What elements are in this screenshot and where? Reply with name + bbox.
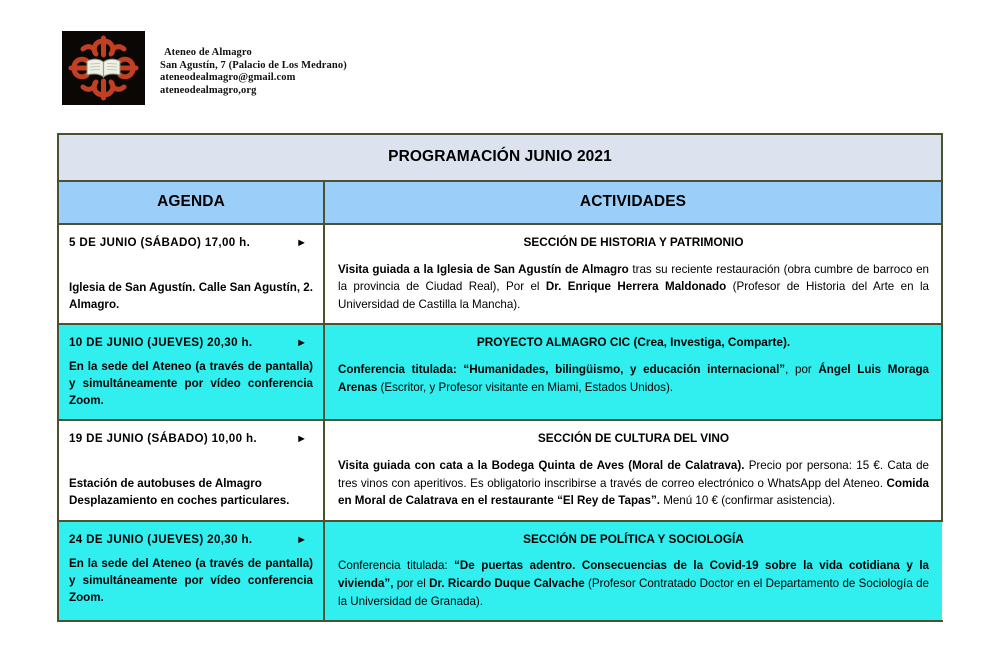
ateneo-emblem-icon [62, 31, 145, 105]
agenda-place-text: En la sede del Ateneo (a través de pantalla) y simultáneamente por vídeo conferencia Zoom. [69, 360, 313, 408]
activity-cell [324, 521, 942, 621]
agenda-place-text: Iglesia de San Agustín. Calle San Agustín, 2. Almagro. [69, 281, 313, 311]
activity-description [338, 361, 929, 396]
agenda-place-text: Estación de autobuses de Almagro Desplazamiento en coches particulares. [69, 477, 290, 508]
activity-text-bold: Conferencia titulada: “Humanidades, bilingüismo, y educación internacional” [338, 362, 786, 376]
triangle-right-icon: ► [296, 337, 307, 350]
table-title-row [58, 134, 942, 181]
column-header-agenda: AGENDA [58, 181, 324, 224]
agenda-date-text: 5 DE JUNIO (SÁBADO) 17,00 h. [69, 236, 251, 249]
activity-text-bold: Ángel Luis Moraga Arenas [338, 362, 930, 394]
activity-description [338, 457, 929, 510]
activity-section-title: SECCIÓN DE HISTORIA Y PATRIMONIO [523, 235, 744, 249]
activity-section-title: PROYECTO ALMAGRO CIC (Crea, Investiga, Comparte). [476, 335, 791, 350]
program-rows-host [58, 224, 942, 621]
activity-text: (Profesor de Historia del Arte en la Universidad de Castilla la Mancha). [338, 280, 929, 311]
agenda-place-text: En la sede del Ateneo (a través de pantalla) y simultáneamente por vídeo conferencia Zoom. [69, 556, 313, 604]
org-address: San Agustín, 7 (Palacio de Los Medrano) [160, 59, 347, 71]
agenda-date-row [69, 531, 313, 548]
agenda-cell [58, 324, 324, 420]
org-name: Ateneo de Almagro [164, 47, 252, 58]
triangle-right-icon: ► [296, 533, 307, 546]
activity-text: Conferencia titulada: [338, 559, 455, 573]
triangle-right-icon: ► [296, 433, 307, 446]
org-website: ateneodealmagro,org [160, 84, 257, 96]
activity-description [338, 557, 929, 610]
activity-text: , por [785, 362, 819, 376]
program-title-cell: PROGRAMACIÓN JUNIO 2021 [58, 134, 942, 181]
table-row [58, 324, 942, 420]
triangle-right-icon: ► [296, 237, 307, 249]
activity-cell [324, 420, 942, 520]
activity-text: (Escritor, y Profesor visitante en Miami, Estados Unidos). [377, 380, 674, 394]
agenda-date-row [69, 234, 313, 251]
activity-text-bold: Dr. Ricardo Duque Calvache [429, 576, 585, 590]
program-table-wrapper [57, 133, 941, 622]
agenda-date-row [69, 430, 313, 447]
spacer [69, 251, 313, 275]
activity-cell [324, 224, 942, 324]
activity-text: Precio por persona: 15 €. Cata de tres vinos con aperitivos. Es obligatorio inscribirse a través de correo electrónico o WhatsApp del Ateneo. [338, 458, 929, 490]
activity-text: Menú 10 € (confirmar asistencia). [659, 494, 836, 508]
agenda-cell [58, 420, 324, 520]
spacer [69, 447, 313, 471]
agenda-date-text: 19 DE JUNIO (SÁBADO) 10,00 h. [69, 432, 257, 446]
activity-text: (Profesor Contratado Doctor en el Departamento de Sociología de la Universidad de Granada). [338, 576, 929, 608]
spacer [69, 548, 313, 551]
activity-section-title: SECCIÓN DE CULTURA DEL VINO [537, 431, 730, 446]
activity-section-title: SECCIÓN DE POLÍTICA Y SOCIOLOGÍA [523, 531, 744, 546]
letterhead [62, 31, 347, 105]
table-row [58, 521, 942, 621]
program-table [57, 133, 943, 622]
activity-text: tras su reciente restauración (obra cumbre de barroco en la provincia de Ciudad Real), Por el [338, 262, 930, 294]
agenda-date-text: 10 DE JUNIO (JUEVES) 20,30 h. [69, 336, 253, 350]
spacer [69, 351, 313, 354]
table-row [58, 224, 942, 324]
letterhead-text-block [160, 31, 347, 97]
column-header-actividades: ACTIVIDADES [324, 181, 942, 224]
activity-description [338, 261, 929, 314]
activity-text-bold: “De puertas adentro. Consecuencias de la Covid-19 sobre la vida cotidiana y la vivienda”, [338, 559, 929, 590]
agenda-cell [58, 521, 324, 621]
activity-text-bold: Comida en Moral de Calatrava en el restaurante “El Rey de Tapas”. [338, 476, 929, 508]
table-column-header-row [58, 181, 942, 224]
table-row [58, 420, 942, 520]
org-email: ateneodealmagro@gmail.com [160, 72, 296, 84]
activity-text: por el [393, 576, 430, 590]
program-table-body [58, 134, 942, 224]
agenda-cell [58, 224, 324, 324]
activity-text-bold: Dr. Enrique Herrera Maldonado [545, 280, 727, 294]
agenda-date-row [69, 334, 313, 351]
agenda-date-text: 24 DE JUNIO (JUEVES) 20,30 h. [69, 532, 253, 546]
activity-text-bold: Visita guiada con cata a la Bodega Quinta de Aves (Moral de Calatrava). [338, 458, 745, 472]
activity-cell [324, 324, 942, 420]
activity-text-bold: Visita guiada a la Iglesia de San Agustín de Almagro [338, 262, 629, 276]
